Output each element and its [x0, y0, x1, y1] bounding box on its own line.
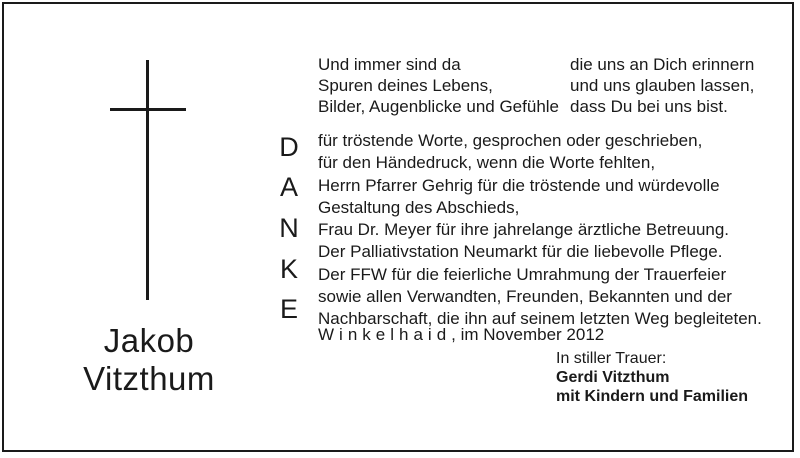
verse-left [318, 54, 559, 117]
obituary-card [2, 2, 794, 452]
mourning-intro: In stiller Trauer: [556, 350, 667, 367]
thanks-line: Der FFW für die feierliche Umrahmung der Trauerfeier [318, 264, 727, 284]
danke-letter-n: N [279, 213, 299, 243]
cross-icon [146, 60, 149, 300]
verse-line: die uns an Dich erinnern [570, 55, 755, 74]
verse-line: Und immer sind da [318, 55, 461, 74]
danke-letter-a: A [279, 172, 298, 202]
thanks-line: für tröstende Worte, gesprochen oder geschrieben, [318, 131, 703, 150]
mourner-family: mit Kindern und Familien [556, 388, 749, 405]
thanks-line: sowie allen Verwandten, Freunden, Bekannten und der [318, 287, 732, 307]
thanks-line: für den Händedruck, wenn die Worte fehlten, [318, 153, 656, 173]
thanks-line: Gestaltung des Abschieds, [318, 197, 520, 217]
thanks-line: Herrn Pfarrer Gehrig für die tröstende und würdevolle [318, 175, 720, 195]
verse-line: Spuren deines Lebens, [318, 76, 493, 95]
mourner-name: Gerdi Vitzthum [556, 369, 670, 386]
verse-right [570, 54, 754, 117]
verse-line: dass Du bei uns bist. [570, 97, 728, 116]
thanks-line: Frau Dr. Meyer für ihre jahrelange ärztliche Betreuung. [318, 220, 730, 240]
place-date [318, 324, 604, 346]
thanks-line: Der Palliativstation Neumarkt für die liebevolle Pflege. [318, 242, 723, 262]
danke-letter-k: K [279, 254, 298, 284]
deceased-last-name: Vitzthum [83, 360, 215, 397]
thanks-line: Nachbarschaft, die ihn auf seinem letzten Weg begleiteten. [318, 309, 762, 329]
date-text: , im November 2012 [451, 325, 605, 344]
deceased-first-name: Jakob [103, 322, 195, 359]
mourning-signature [556, 349, 748, 406]
danke-letter-d: D [279, 132, 299, 162]
cross-icon-bar [110, 108, 186, 111]
deceased-name [54, 322, 244, 398]
verse-line: Bilder, Augenblicke und Gefühle [318, 97, 560, 116]
thanks-text [318, 130, 762, 331]
place-name: Winkelhaid [318, 325, 452, 344]
verse-line: und uns glauben lassen, [570, 76, 755, 95]
danke-letter-e: E [279, 294, 298, 324]
